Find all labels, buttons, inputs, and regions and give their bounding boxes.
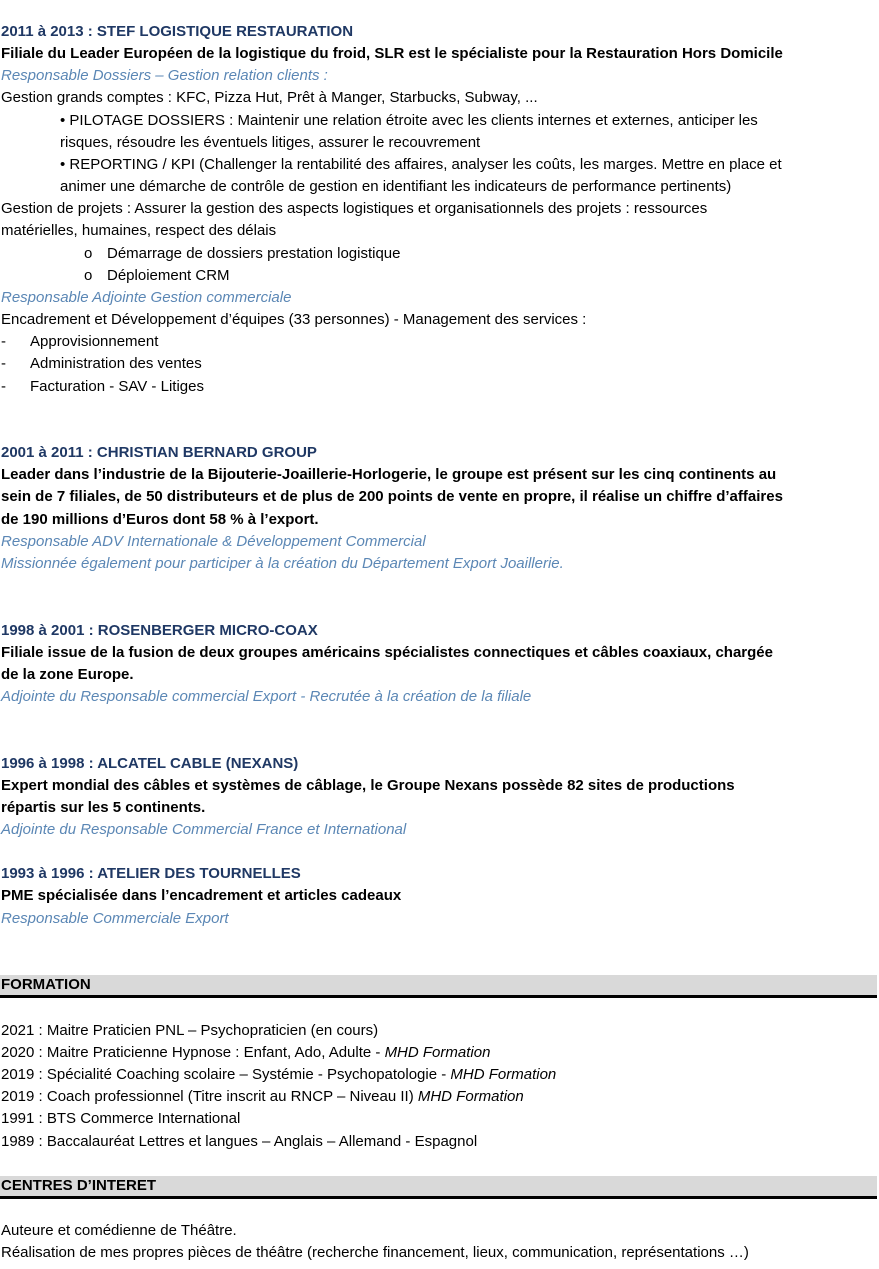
formation-org: MHD Formation	[384, 1044, 491, 1061]
role-title: Missionnée également pour participer à la création du Département Export Joaillerie.	[1, 555, 564, 572]
role-title: Responsable Commerciale Export	[1, 910, 229, 927]
reporting-line-1: • REPORTING / KPI (Challenger la rentabilité des affaires, analyser les coûts, les marges. Mettre en place et	[60, 156, 782, 173]
list-item-text: Déploiement CRM	[107, 267, 230, 284]
formation-item	[1, 1042, 490, 1064]
reporting-line-2: animer une démarche de contrôle de gestion en identifiant les indicateurs de performance pertinents)	[60, 178, 732, 195]
role-title: Responsable Adjointe Gestion commerciale	[1, 289, 292, 306]
job-title-christian-bernard: 2001 à 2011 : CHRISTIAN BERNARD GROUP	[1, 444, 317, 461]
list-item-text: Facturation - SAV - Litiges	[30, 378, 204, 395]
company-description: PME spécialisée dans l’encadrement et articles cadeaux	[1, 887, 402, 904]
formation-org: MHD Formation	[417, 1088, 524, 1105]
role-title: Adjointe du Responsable Commercial France et International	[1, 821, 407, 838]
list-item	[84, 265, 230, 287]
company-description: de 190 millions d’Euros dont 58 % à l’export.	[1, 511, 319, 528]
formation-item	[1, 1064, 556, 1086]
dash-bullet-icon: -	[1, 355, 6, 372]
job-title-tournelles: 1993 à 1996 : ATELIER DES TOURNELLES	[1, 865, 301, 882]
circle-bullet-icon: o	[84, 267, 93, 284]
dash-bullet-icon: -	[1, 378, 6, 395]
list-item	[1, 331, 158, 353]
formation-item	[1, 1131, 477, 1153]
interest-line: Auteure et comédienne de Théâtre.	[1, 1222, 237, 1239]
formation-text: 1991 : BTS Commerce International	[1, 1110, 241, 1127]
circle-bullet-icon: o	[84, 245, 93, 262]
pilotage-line-1: • PILOTAGE DOSSIERS : Maintenir une relation étroite avec les clients internes et externes, anticiper les	[60, 112, 758, 129]
pilotage-line-2: risques, résoudre les éventuels litiges, assurer le recouvrement	[60, 134, 481, 151]
company-description: Filiale issue de la fusion de deux groupes américains spécialistes connectiques et câbles coaxiaux, chargée	[1, 644, 773, 661]
formation-item	[1, 1020, 378, 1042]
list-item-text: Démarrage de dossiers prestation logistique	[107, 245, 401, 262]
list-item	[1, 353, 202, 375]
formation-text: 2021 : Maitre Praticien PNL – Psychopraticien (en cours)	[1, 1022, 379, 1039]
section-heading-interests: CENTRES D’INTERET	[0, 1176, 877, 1199]
job-title-alcatel: 1996 à 1998 : ALCATEL CABLE (NEXANS)	[1, 755, 299, 772]
formation-text: 1989 : Baccalauréat Lettres et langues – Anglais – Allemand - Espagnol	[1, 1133, 478, 1150]
company-description: de la zone Europe.	[1, 666, 134, 683]
company-description: répartis sur les 5 continents.	[1, 799, 206, 816]
list-item	[1, 376, 204, 398]
company-description: Filiale du Leader Européen de la logistique du froid, SLR est le spécialiste pour la Restauration Hors Domicile	[1, 45, 783, 62]
projects-line-2: matérielles, humaines, respect des délais	[1, 222, 277, 239]
formation-item	[1, 1108, 240, 1130]
role-title: Responsable ADV Internationale & Développement Commercial	[1, 533, 426, 550]
management-line: Encadrement et Développement d’équipes (33 personnes) - Management des services :	[1, 311, 587, 328]
interest-line: Réalisation de mes propres pièces de théâtre (recherche financement, lieux, communication, représentations …)	[1, 1244, 749, 1261]
company-description: sein de 7 filiales, de 50 distributeurs et de plus de 200 points de vente en propre, il réalise un chiffre d’affaires	[1, 488, 783, 505]
role-title: Adjointe du Responsable commercial Export - Recrutée à la création de la filiale	[1, 688, 532, 705]
projects-line-1: Gestion de projets : Assurer la gestion des aspects logistiques et organisationnels des projets : ressources	[1, 200, 708, 217]
company-description: Leader dans l’industrie de la Bijouterie-Joaillerie-Horlogerie, le groupe est présent sur les cinq continents au	[1, 466, 777, 483]
dash-bullet-icon: -	[1, 333, 6, 350]
list-item-text: Administration des ventes	[30, 355, 202, 372]
formation-org: MHD Formation	[450, 1066, 557, 1083]
section-heading-formation: FORMATION	[0, 975, 877, 998]
key-accounts: Gestion grands comptes : KFC, Pizza Hut, Prêt à Manger, Starbucks, Subway, ...	[1, 89, 538, 106]
role-title: Responsable Dossiers – Gestion relation clients :	[1, 67, 328, 84]
formation-item	[1, 1086, 524, 1108]
formation-text: 2019 : Coach professionnel (Titre inscrit au RNCP – Niveau II)	[1, 1088, 418, 1105]
list-item-text: Approvisionnement	[30, 333, 159, 350]
company-description: Expert mondial des câbles et systèmes de câblage, le Groupe Nexans possède 82 sites de productions	[1, 777, 735, 794]
formation-text: 2019 : Spécialité Coaching scolaire – Systémie - Psychopatologie -	[1, 1066, 451, 1083]
list-item	[84, 243, 401, 265]
formation-text: 2020 : Maitre Praticienne Hypnose : Enfant, Ado, Adulte -	[1, 1044, 385, 1061]
job-title-rosenberger: 1998 à 2001 : ROSENBERGER MICRO-COAX	[1, 622, 318, 639]
job-title-stef: 2011 à 2013 : STEF LOGISTIQUE RESTAURATION	[1, 23, 354, 40]
